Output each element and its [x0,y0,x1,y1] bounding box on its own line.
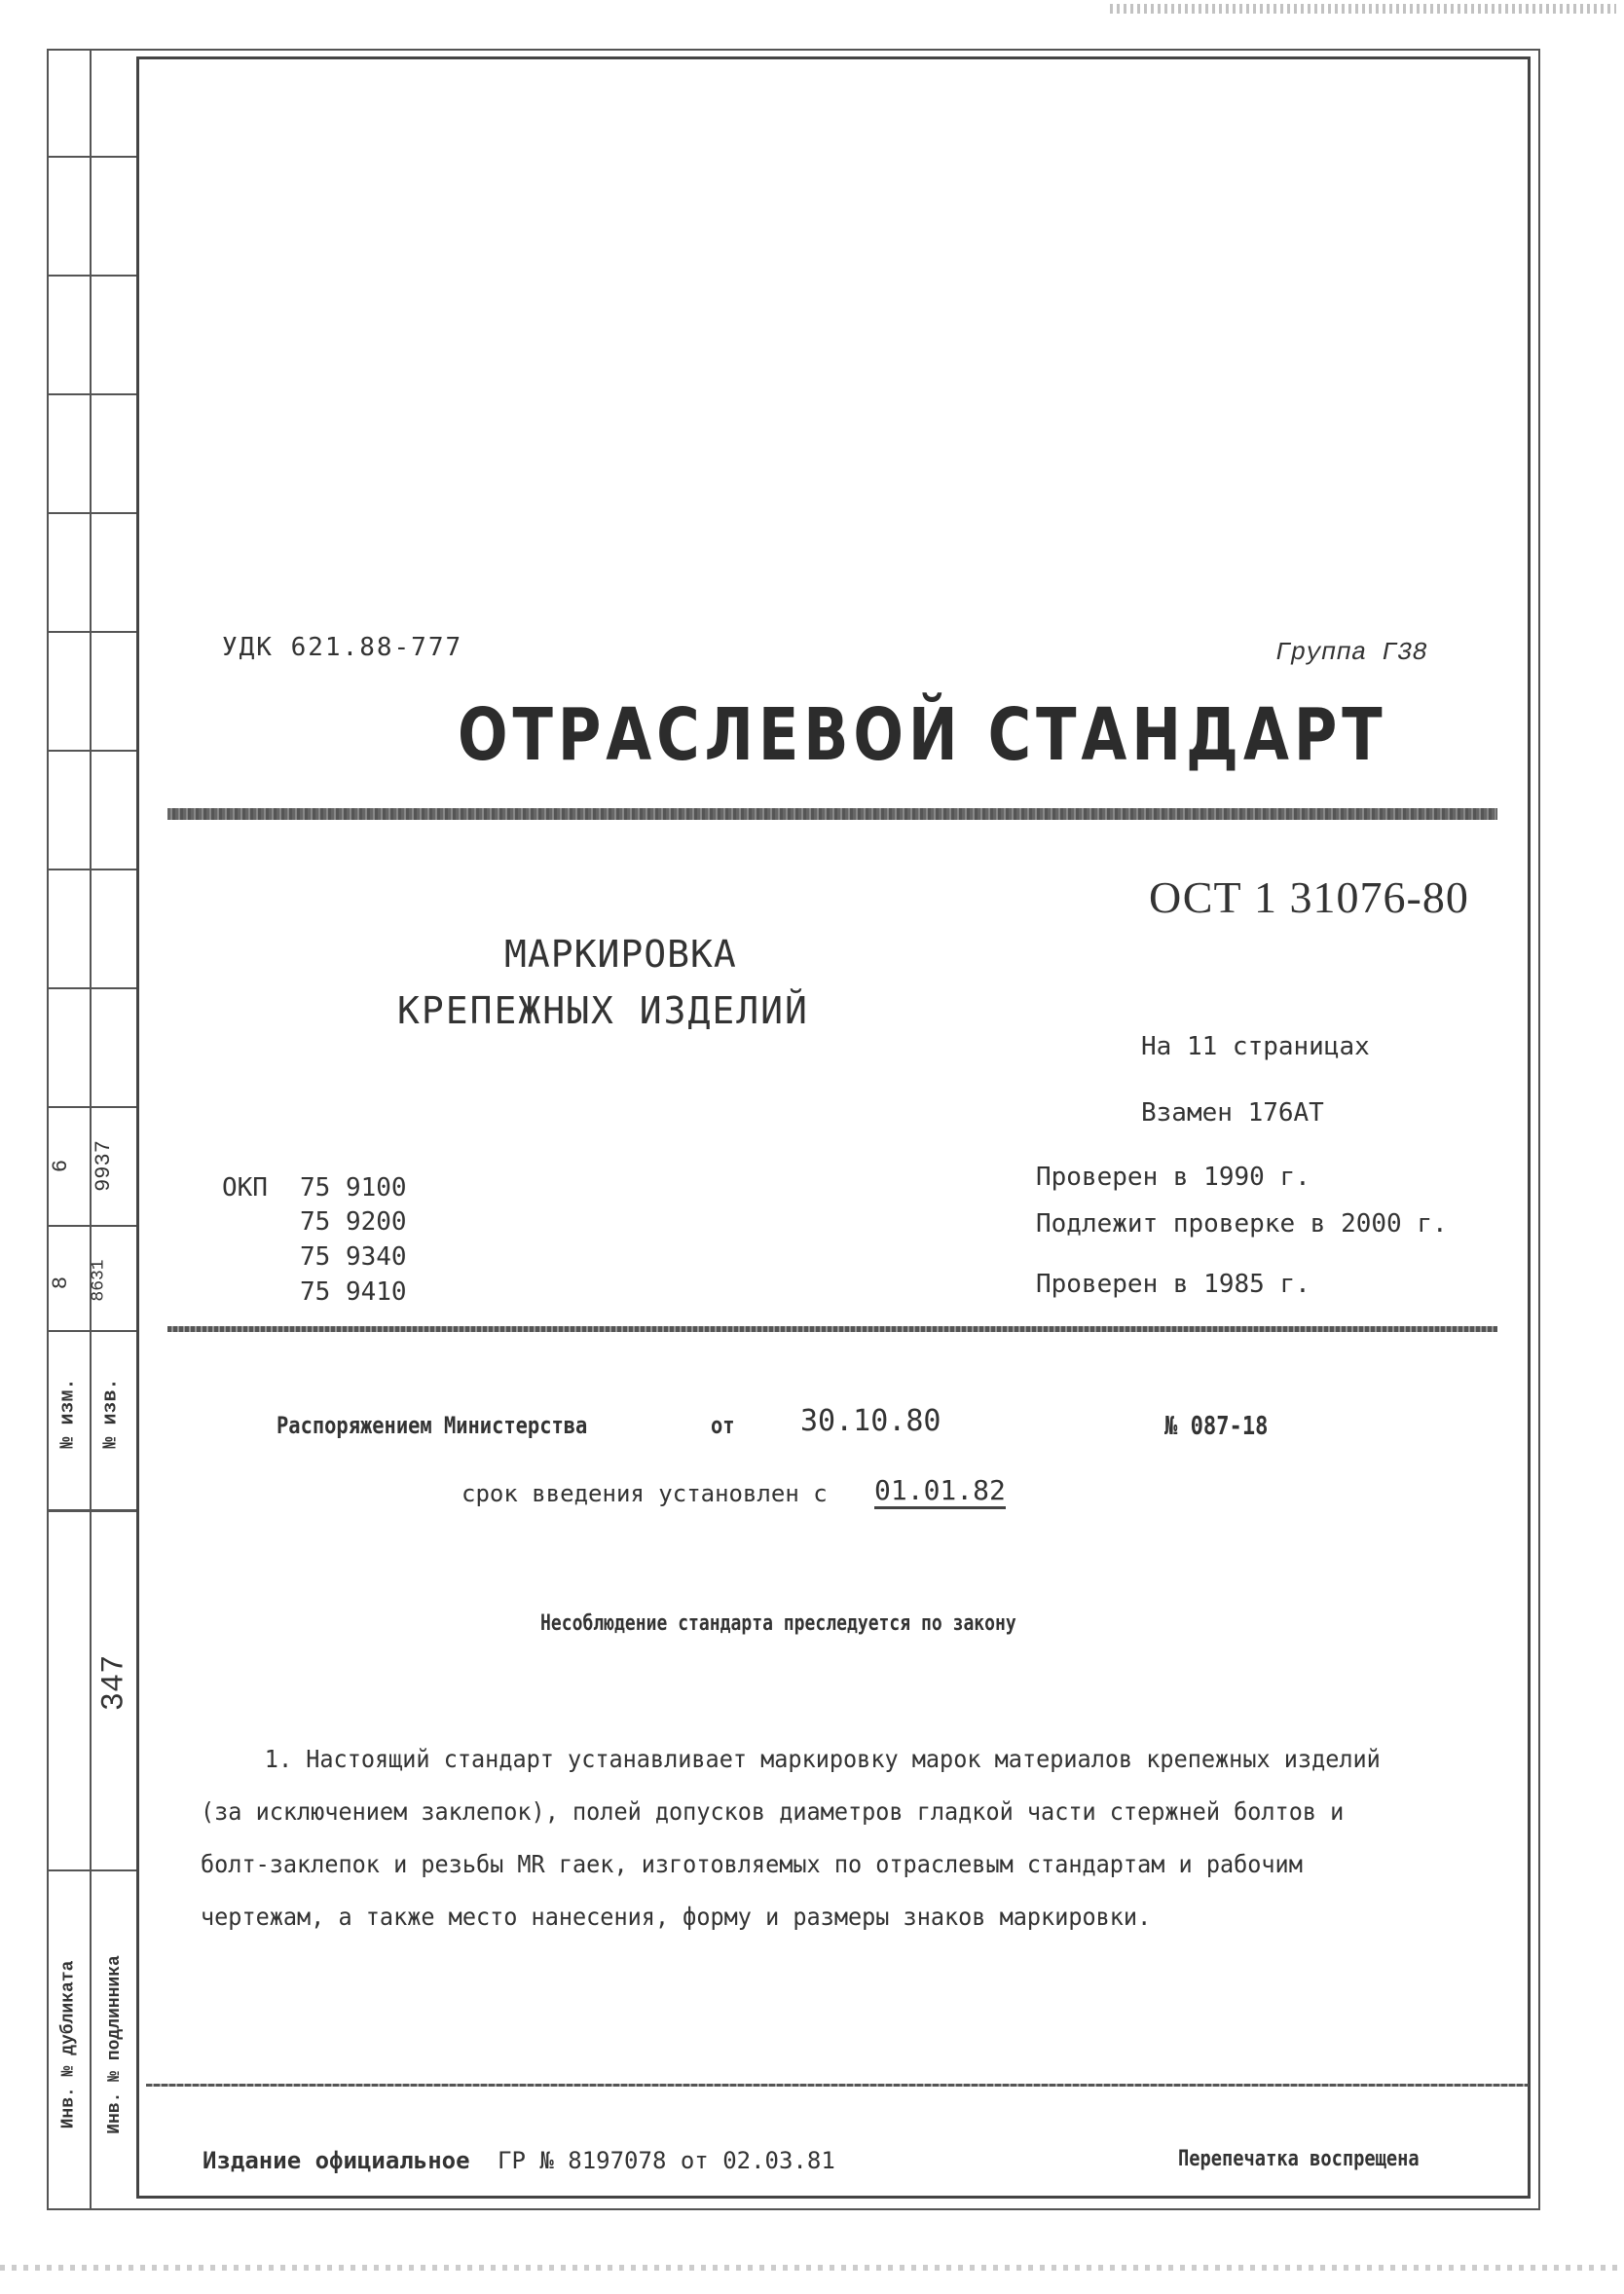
standard-name-line2: КРЕПЕЖНЫХ ИЗДЕЛИЙ [397,989,809,1032]
change-no-label: № изм. [56,1378,80,1449]
notice-value-1: 9937 [91,1140,116,1192]
standard-code: ОСТ 1 31076-80 [1149,872,1469,922]
duplicate-number: 347 [95,1654,132,1712]
reprint-notice: Перепечатка воспрещена [1178,2147,1420,2171]
okp-code: 75 9410 [300,1277,407,1307]
footer-edition-line [203,2147,835,2174]
okp-code: 75 9100 [300,1173,407,1202]
inv-original-label: Инв. № подлинника [104,1955,125,2134]
footer-rule [146,2084,1529,2087]
title-rule [167,808,1497,820]
registration-number: ГР № 8197078 от 02.03.81 [498,2147,835,2174]
order-number: № 087-18 [1164,1412,1269,1441]
checked-1990: Проверен в 1990 г. [1036,1163,1310,1192]
replaces: Взамен 176АТ [1141,1098,1324,1128]
notice-value-0: 8631 [89,1259,109,1302]
okp-code: 75 9200 [300,1207,407,1237]
intro-text: срок введения установлен с [461,1480,828,1507]
checked-1985: Проверен в 1985 г. [1036,1270,1310,1299]
udk-code: УДК 621.88-777 [222,633,463,662]
order-date: 30.10.80 [800,1404,941,1438]
scan-artifact-bottom [0,2265,1624,2271]
document-title: ОТРАСЛЕВОЙ СТАНДАРТ [458,693,1387,777]
change-value-1: 6 [49,1159,74,1173]
intro-date: 01.01.82 [874,1474,1006,1509]
section-rule [167,1326,1497,1332]
notice-no-label: № изв. [99,1378,123,1449]
edition-label: Издание официальное [203,2147,470,2174]
scan-artifact-top [1110,4,1616,14]
law-warning: Несоблюдение стандарта преследуется по закону [540,1611,1016,1636]
pages-count: На 11 страницах [1141,1032,1370,1061]
order-from-label: от [711,1412,735,1439]
order-label: Распоряжением Министерства [277,1412,588,1439]
standard-name-line1: МАРКИРОВКА [504,933,737,976]
inv-duplicate-label: Инв. № дубликата [58,1960,79,2129]
group-code: Группа Г38 [1275,638,1428,667]
okp-label: ОКП [222,1173,268,1202]
change-value-0: 8 [49,1276,74,1290]
to-check-2000: Подлежит проверке в 2000 г. [1036,1209,1448,1239]
registration-strip [47,49,136,2210]
paragraph-1: 1. Настоящий стандарт устанавливает маркировку марок материалов крепежных изделий (за исключением заклепок), полей допусков диаметров гладкой части стержней болтов и болт-заклепок и резьбы MR гаек, изготовляемых по отраслевым стандартам и рабочим чертежам, а также место нанесения, форму и размеры знаков маркировки. [201,1745,1381,1931]
okp-code: 75 9340 [300,1242,407,1272]
